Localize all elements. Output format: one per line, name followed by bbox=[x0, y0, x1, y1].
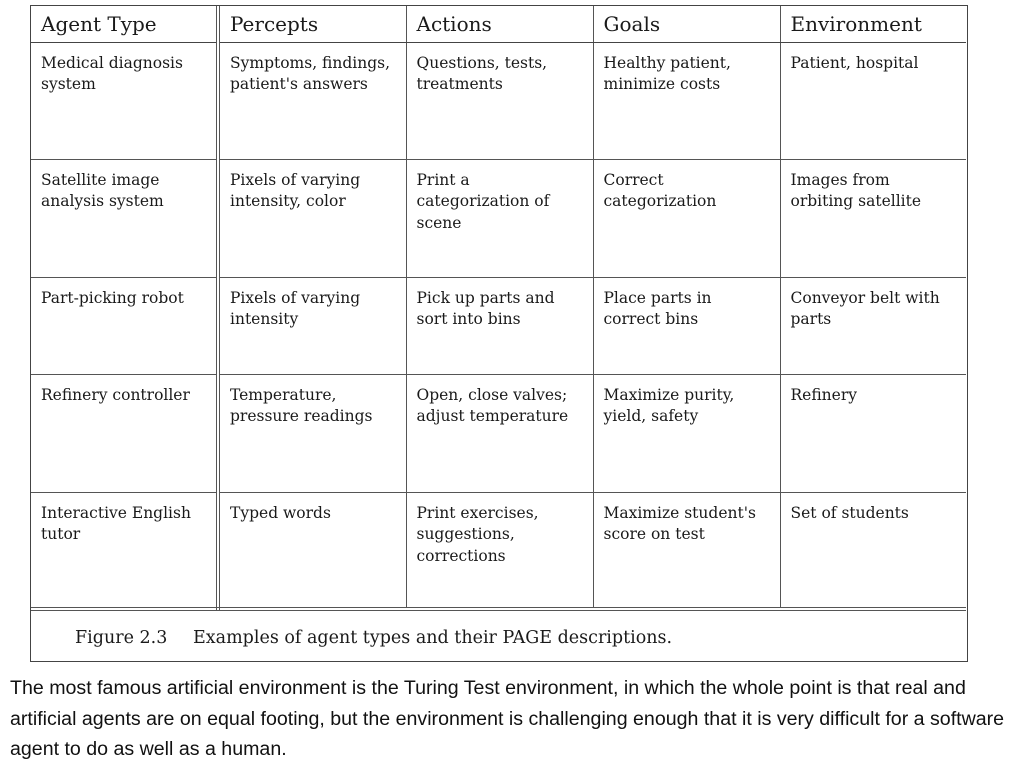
cell-agent-type: Medical diagnosis system bbox=[31, 42, 218, 159]
cell-goals: Maximize student's score on test bbox=[593, 492, 780, 609]
table-row bbox=[31, 374, 966, 492]
figure-caption bbox=[31, 616, 966, 660]
cell-goals: Healthy patient, minimize costs bbox=[593, 42, 780, 159]
body-paragraph: The most famous artificial environment is the Turing Test environment, in which the whole point is that real and artificial agents are on equal footing, but the environment is challenging enough that it is very difficult for a software agent to do as well as a human. bbox=[10, 677, 1005, 760]
cell-percepts: Pixels of varying intensity bbox=[218, 277, 406, 374]
table-row bbox=[31, 42, 966, 159]
cell-environment: Images from orbiting satellite bbox=[780, 159, 966, 277]
cell-actions: Print a categorization of scene bbox=[406, 159, 593, 277]
cell-environment: Refinery bbox=[780, 374, 966, 492]
agent-types-table bbox=[31, 6, 966, 611]
cell-environment: Set of students bbox=[780, 492, 966, 609]
table-header-row bbox=[31, 6, 966, 42]
cell-environment: Conveyor belt with parts bbox=[780, 277, 966, 374]
figure-table-box bbox=[30, 5, 968, 662]
cell-goals: Maximize purity, yield, safety bbox=[593, 374, 780, 492]
cell-agent-type: Satellite image analysis system bbox=[31, 159, 218, 277]
header-actions: Actions bbox=[406, 6, 593, 42]
caption-text: Examples of agent types and their PAGE descriptions. bbox=[193, 628, 673, 648]
cell-percepts: Pixels of varying intensity, color bbox=[218, 159, 406, 277]
cell-agent-type: Refinery controller bbox=[31, 374, 218, 492]
cell-goals: Place parts in correct bins bbox=[593, 277, 780, 374]
cell-percepts: Typed words bbox=[218, 492, 406, 609]
cell-agent-type: Interactive English tutor bbox=[31, 492, 218, 609]
cell-actions: Pick up parts and sort into bins bbox=[406, 277, 593, 374]
cell-actions: Print exercises, suggestions, corrections bbox=[406, 492, 593, 609]
table-row bbox=[31, 159, 966, 277]
cell-environment: Patient, hospital bbox=[780, 42, 966, 159]
cell-percepts: Temperature, pressure readings bbox=[218, 374, 406, 492]
header-environment: Environment bbox=[780, 6, 966, 42]
cell-actions: Open, close valves; adjust temperature bbox=[406, 374, 593, 492]
figure-number: Figure 2.3 bbox=[75, 628, 168, 648]
table-row bbox=[31, 492, 966, 609]
header-agent-type: Agent Type bbox=[31, 6, 218, 42]
cell-agent-type: Part-picking robot bbox=[31, 277, 218, 374]
cell-goals: Correct categorization bbox=[593, 159, 780, 277]
cell-actions: Questions, tests, treatments bbox=[406, 42, 593, 159]
header-goals: Goals bbox=[593, 6, 780, 42]
table-row bbox=[31, 277, 966, 374]
cell-percepts: Symptoms, findings, patient's answers bbox=[218, 42, 406, 159]
header-percepts: Percepts bbox=[218, 6, 406, 42]
